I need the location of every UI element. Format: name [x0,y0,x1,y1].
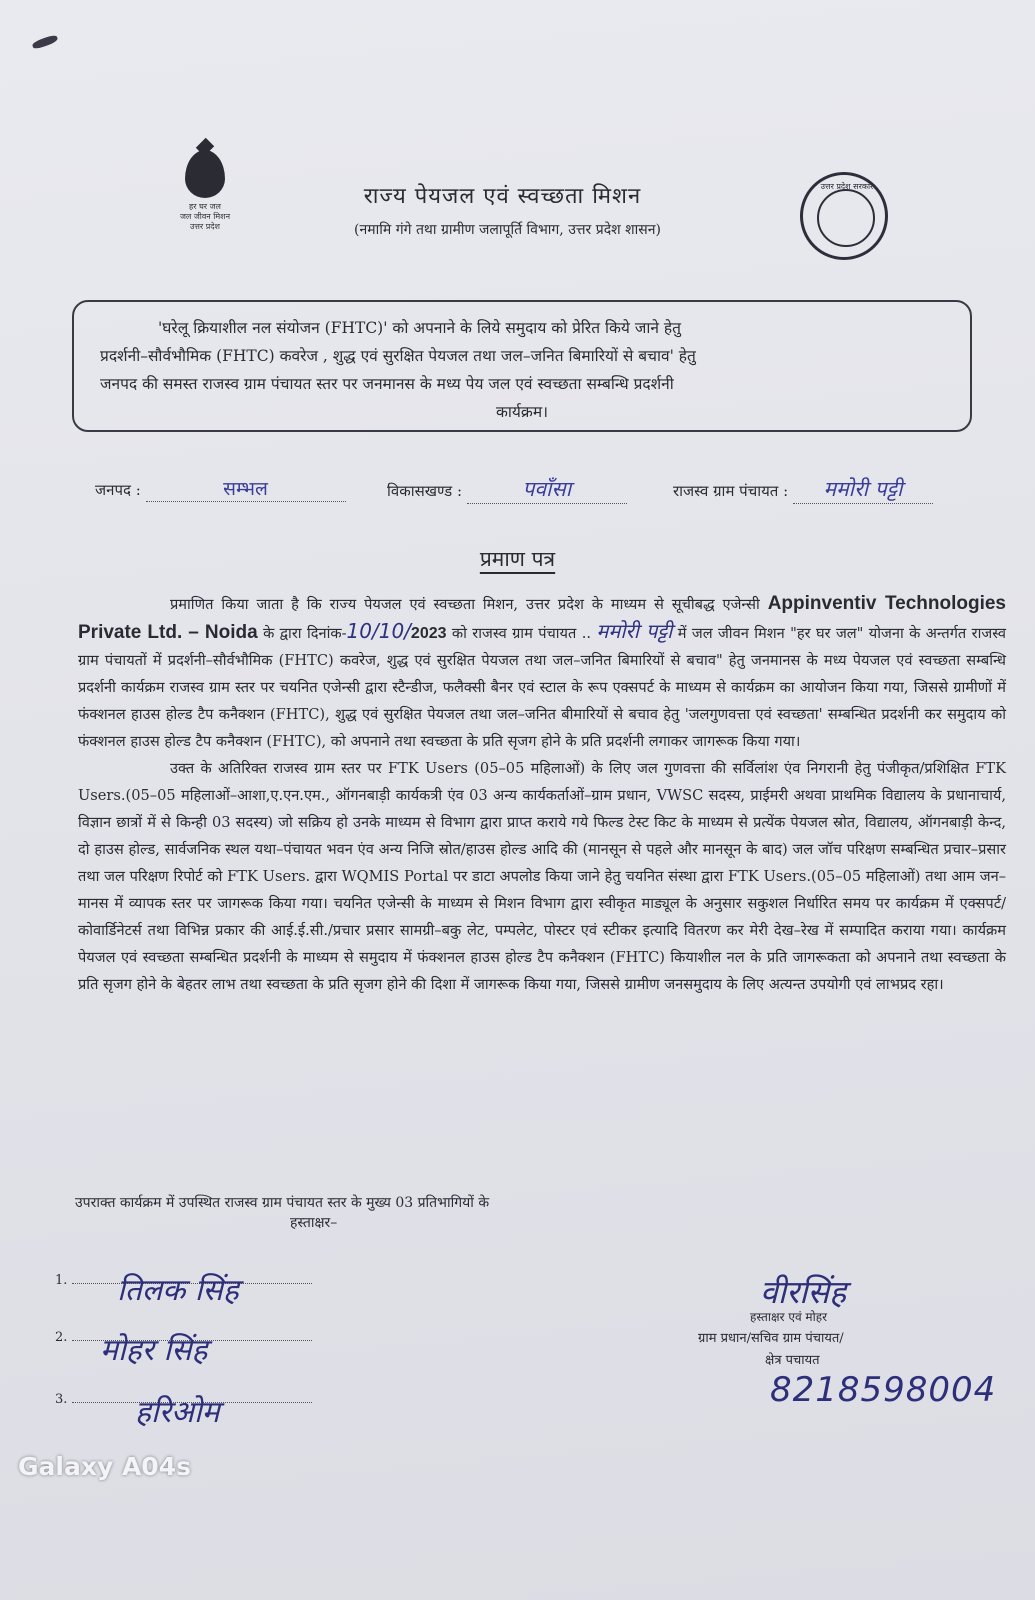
department-subtitle: (नमामि गंगे तथा ग्रामीण जलापूर्ति विभाग, उत्तर प्रदेश शासन) [354,222,661,238]
camera-watermark: Galaxy A04s [18,1452,191,1481]
panchayat-label: राजस्व ग्राम पंचायत : [673,482,789,500]
certificate-heading: प्रमाण पत्र [479,547,556,571]
paragraph-1: प्रमाणित किया जाता है कि राज्य पेयजल एवं स्वच्छता मिशन, उत्तर प्रदेश के माध्यम से सूचीबद्ध एजेन्सी Appinventiv Technologies Private Ltd. – Noida के द्वारा दिनांक-10/10/2023 को राजस्व ग्राम पंचायत .. ममोरी पट्टी में जल जीवन मिशन "हर घर जल" योजना के अन्तर्गत राजस्व ग्राम पंचायतों में प्रदर्शनी–सौर्वभौमिक (FHTC) कवरेज, शुद्ध एवं सुरक्षित पेयजल तथा जल–जनित बिमारियों से बचाव" हेतु जनमानस के मध्य पेयजल एवं स्वच्छता सम्बन्धि प्रदर्शनी कार्यक्रम राजस्व ग्राम स्तर पर चयनित एजेन्सी द्वारा स्टैन्डीज, फलैक्सी बैनर एवं स्टाल के रूप एक्सपर्ट के माध्यम से कार्यक्रम का आयोजन किया गया, जिससे ग्रामीणों में फंक्शनल हाउस होल्ड टैप कनैक्शन (FHTC), शुद्ध एवं सुरक्षित पेयजल तथा जल–जनित बीमारियों से बचाव हेतु 'जलगुणवत्ता एवं स्वच्छता' सम्बन्धित प्रदर्शनी कर समुदाय को फंक्शनल हाउस होल्ड टैप कनैक्शन (FHTC), को अपनाने तथा स्वच्छता के प्रति सृजग होने के प्रति प्रदर्शनी लगाकर जागरूक किया गया। [78,593,1007,750]
ink-smudge [31,34,58,50]
seal-text: उत्तर प्रदेश सरकार [820,182,874,191]
district-field [95,475,346,502]
phone-number: 8218598004 [770,1370,997,1410]
banner-line: प्रदर्शनी–सौर्वभौमिक (FHTC) कवरेज , शुद्ध एवं सुरक्षित पेयजल तथा जल–जनित बिमारियों से बचाव' हेतु [100,347,696,365]
signature-line-2: 2. [55,1330,312,1345]
panchayat-field [673,475,933,504]
block-label: विकासखण्ड : [387,482,463,500]
paragraph-2: उक्त के अतिरिक्त राजस्व ग्राम स्तर पर FTK Users (05–05 महिलाओं) के लिए जल गुणवत्ता की सर्विलांश एंव निगरानी हेतु पंजीकृत/प्रशिक्षित FTK Users.(05–05 महिलाओं–आशा,ए.एन.एम., ऑगनबाड़ी कार्यकत्री एंव 03 अन्य कार्यकर्ताओं–ग्राम प्रधान, VWSC सदस्य, प्राईमरी अथवा प्राथमिक विद्यालय के प्रधानाचार्य, विज्ञान छात्रों में से किन्ही 03 सदस्य) जो सक्रिय हो उनके माध्यम से विभाग द्वारा प्राप्त कराये गये फिल्ड टेस्ट किट के माध्यम से प्रत्येंक पेयजल स्रोत, विद्यालय, ऑगनबाड़ी केन्द, दो हाउस होल्ड, सार्वजनिक स्थल यथा–पंचायत भवन एंव अन्य निजि स्रोत/हाउस होल्ड आदि की (मानसून से पहले और मानसून के बाद) जल जॉच परिक्षण सम्बन्धित प्रचार–प्रसार तथा जल परिक्षण रिपोर्ट को FTK Users. द्वारा WQMIS Portal पर डाटा अपलोड किया जाने हेतु चयनित संस्था द्वारा FTK Users.(05–05 महिलाओं) तथा आम जन–मानस में व्यापक स्तर पर जागरूक किया गया। चयनित एजेन्सी के माध्यम से मिशन विभाग द्वारा स्वीकृत माड्यूल के अनुसार सकुशल निर्धारित समय पर कार्यक्रम में एक्सपर्ट/कोवार्डिनेटर्स तथा विभिन्न प्रकार की आई.ई.सी./प्रचार प्रसार सामग्री–बकु लेट, पम्पलेट, पोस्टर एवं स्टीकर इत्यादि वितरण कर मेरी देख–रेख में सम्पादित कराया गया। कार्यक्रम पेयजल एवं स्वच्छता सम्बन्धित प्रदर्शनी के माध्यम से समुदाय में फंक्शनल हाउस होल्ड टैप कनैक्शन (FHTC) कियाशील नल के प्रति जागरूकता को अपनाने तथा स्वच्छता के प्रति सृजग होने के बेहतर लाभ तथा स्वच्छता के प्रति सृजग होने की दिशा में जागरूक किया गया, जिससे ग्रामीण जनसमुदाय के लिए अत्यन्त उपयोगी एवं लाभप्रद रहा। [78,760,1006,993]
signature-stamp-label: हस्ताक्षर एवं मोहर [750,1310,828,1324]
handwritten-date: 10/10/ [346,619,411,643]
handwritten-panchayat: ममोरी पट्टी [596,619,673,643]
block-value: पवाँसा [522,477,572,501]
pradhan-signature: वीरसिंह [760,1273,847,1311]
mission-title: राज्य पेयजल एवं स्वच्छता मिशन [363,184,642,209]
signature-line-1: 1. [55,1273,312,1288]
letterhead [0,180,1035,239]
signatory-role: ग्राम प्रधान/सचिव ग्राम पंचायत/ [698,1331,844,1346]
district-label: जनपद : [95,481,141,499]
panchayat-value: ममोरी पट्टी [823,477,903,501]
signatory-role-2: क्षेत्र पचायत [765,1353,820,1368]
agency-name: Appinventiv Technologies Private Ltd. – Noida [78,593,1007,643]
district-value: सम्भल [223,478,268,500]
banner-line: कार्यक्रम। [496,403,548,421]
certificate-body [78,590,1006,998]
attendee-signature-3: हरिओम [135,1395,220,1430]
attendee-signature-1: तिलक सिंह [117,1273,239,1308]
signature-line-3: 3. [55,1392,312,1407]
block-field [387,475,627,504]
program-description-box [72,300,972,432]
banner-line: 'घरेलू क्रियाशील नल संयोजन (FHTC)' को अपनाने के लिये समुदाय को प्रेरित किये जाने हेतु [158,319,681,337]
year: 2023 [410,625,447,642]
attendee-signature-2: मोहर सिंह [100,1333,208,1368]
logo-text: हर घर जल जल जीवन मिशन उत्तर प्रदेश [179,202,231,231]
attendees-caption: उपराक्त कार्यक्रम में उपस्थित राजस्व ग्राम पंचायत स्तर के मुख्य 03 प्रतिभागियों के हस्ताक्षर– [75,1195,490,1231]
banner-line: जनपद की समस्त राजस्व ग्राम पंचायत स्तर पर जनमानस के मध्य पेय जल एवं स्वच्छता सम्बन्धि प्रदर्शनी [100,375,674,393]
